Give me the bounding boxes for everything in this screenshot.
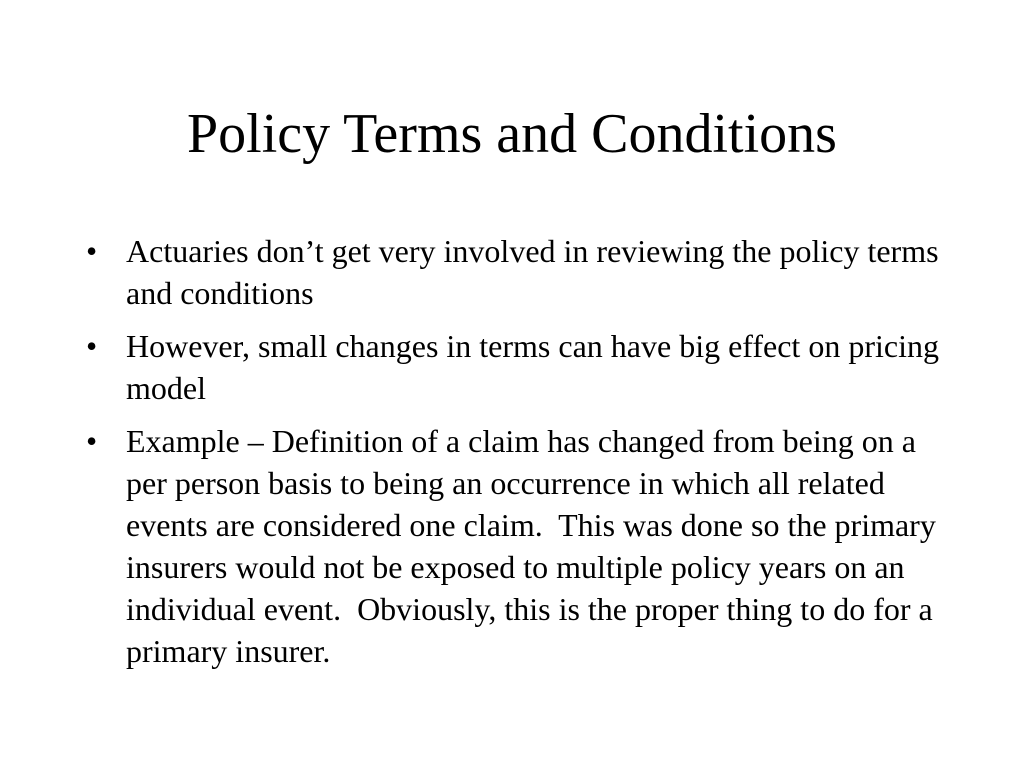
bullet-text: Example – Definition of a claim has changed from being on a per person basis to being an occurrence in which all related events are considered one claim. This was done so the primary insurers would not be exposed to multiple policy years on an individual event. Obviously, this is the proper thing to do for a primary insurer. — [126, 423, 944, 669]
bullet-icon: • — [86, 233, 98, 269]
bullet-item — [86, 230, 946, 314]
bullet-text: However, small changes in terms can have big effect on pricing model — [126, 328, 939, 406]
slide-title: Policy Terms and Conditions — [187, 103, 837, 165]
bullet-item — [86, 325, 946, 409]
bullet-icon: • — [86, 328, 98, 364]
bullet-icon: • — [86, 423, 98, 459]
bullet-list — [86, 230, 946, 683]
bullet-item — [86, 420, 946, 672]
bullet-text: Actuaries don’t get very involved in reviewing the policy terms and conditions — [126, 233, 939, 311]
